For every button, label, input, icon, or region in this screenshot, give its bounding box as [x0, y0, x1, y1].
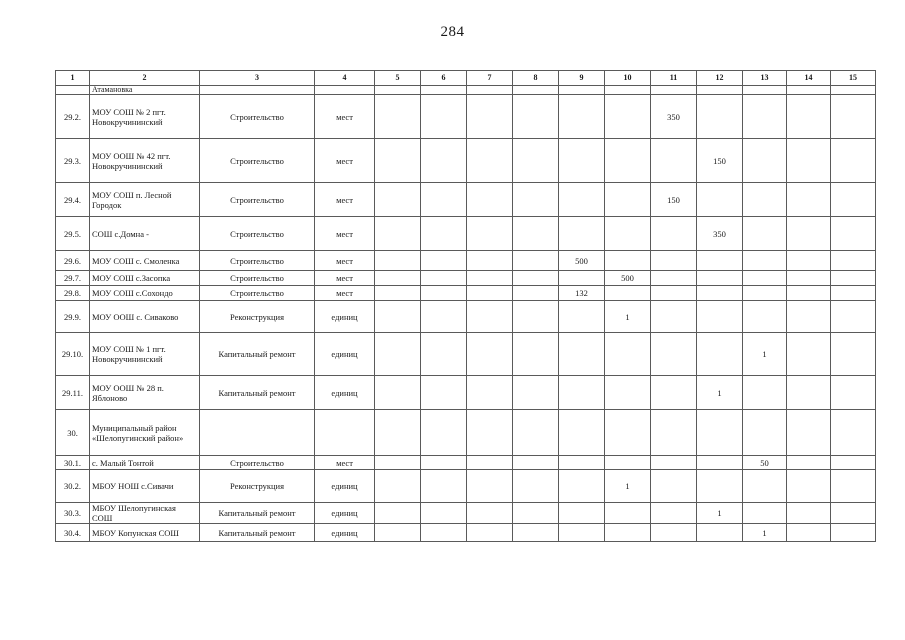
value-cell [467, 86, 513, 95]
value-cell [651, 376, 697, 410]
work-type: Строительство [200, 95, 315, 139]
object-name: СОШ с.Домна - [90, 217, 200, 251]
value-cell [467, 251, 513, 271]
value-cell [467, 410, 513, 456]
col-header: 7 [467, 71, 513, 86]
value-cell [831, 217, 876, 251]
value-cell [787, 251, 831, 271]
value-cell [467, 456, 513, 470]
object-name: Муниципальный район «Шелопугинский район» [90, 410, 200, 456]
header-row [56, 71, 876, 86]
value-cell [421, 286, 467, 301]
value-cell [831, 271, 876, 286]
value-cell [513, 333, 559, 376]
value-cell [375, 376, 421, 410]
col-header: 2 [90, 71, 200, 86]
value-cell [421, 217, 467, 251]
value-cell [787, 271, 831, 286]
value-cell: 132 [559, 286, 605, 301]
value-cell [421, 95, 467, 139]
value-cell [559, 456, 605, 470]
value-cell [513, 410, 559, 456]
value-cell [421, 183, 467, 217]
value-cell [697, 183, 743, 217]
work-type: Строительство [200, 286, 315, 301]
value-cell [559, 503, 605, 524]
row-number: 29.2. [56, 95, 90, 139]
unit: мест [315, 251, 375, 271]
value-cell [375, 301, 421, 333]
value-cell [787, 456, 831, 470]
value-cell [787, 301, 831, 333]
value-cell [421, 139, 467, 183]
page-number: 284 [440, 24, 465, 40]
value-cell [787, 95, 831, 139]
value-cell [605, 183, 651, 217]
value-cell [513, 95, 559, 139]
value-cell [513, 139, 559, 183]
value-cell: 350 [697, 217, 743, 251]
value-cell [513, 470, 559, 503]
value-cell [513, 251, 559, 271]
object-name: МБОУ Шелопугинская СОШ [90, 503, 200, 524]
col-header: 15 [831, 71, 876, 86]
value-cell [513, 183, 559, 217]
row-number: 29.4. [56, 183, 90, 217]
value-cell [831, 524, 876, 542]
value-cell [375, 286, 421, 301]
value-cell [787, 183, 831, 217]
value-cell: 350 [651, 95, 697, 139]
value-cell [697, 286, 743, 301]
value-cell [375, 183, 421, 217]
object-name: МОУ СОШ № 2 пгт. Новокручининский [90, 95, 200, 139]
work-type: Реконструкция [200, 301, 315, 333]
value-cell [605, 217, 651, 251]
value-cell [375, 410, 421, 456]
value-cell [467, 139, 513, 183]
value-cell [787, 86, 831, 95]
value-cell [651, 470, 697, 503]
value-cell [831, 286, 876, 301]
table-row [56, 333, 876, 376]
unit: мест [315, 95, 375, 139]
object-name: МОУ СОШ с.Засопка [90, 271, 200, 286]
work-type: Строительство [200, 251, 315, 271]
value-cell [787, 470, 831, 503]
value-cell [605, 456, 651, 470]
row-number: 29.5. [56, 217, 90, 251]
table-row [56, 251, 876, 271]
value-cell [743, 503, 787, 524]
value-cell [513, 456, 559, 470]
row-number: 29.3. [56, 139, 90, 183]
value-cell [831, 333, 876, 376]
table-row [56, 217, 876, 251]
value-cell [831, 251, 876, 271]
unit: мест [315, 456, 375, 470]
value-cell [697, 333, 743, 376]
value-cell [605, 95, 651, 139]
table-row [56, 95, 876, 139]
value-cell: 150 [697, 139, 743, 183]
col-header: 8 [513, 71, 559, 86]
program-table [55, 70, 876, 542]
value-cell [743, 95, 787, 139]
value-cell [467, 503, 513, 524]
value-cell [697, 86, 743, 95]
table-row [56, 271, 876, 286]
table-row [56, 524, 876, 542]
value-cell [421, 456, 467, 470]
col-header: 9 [559, 71, 605, 86]
table-row [56, 86, 876, 95]
col-header: 6 [421, 71, 467, 86]
value-cell [421, 376, 467, 410]
object-name: МОУ ООШ с. Сиваково [90, 301, 200, 333]
object-name: МОУ СОШ с. Смоленка [90, 251, 200, 271]
value-cell [651, 139, 697, 183]
work-type [200, 86, 315, 95]
value-cell [559, 183, 605, 217]
value-cell [467, 95, 513, 139]
value-cell [831, 183, 876, 217]
value-cell [605, 376, 651, 410]
row-number: 29.11. [56, 376, 90, 410]
row-number: 30.1. [56, 456, 90, 470]
value-cell [375, 139, 421, 183]
value-cell: 1 [605, 301, 651, 333]
value-cell [559, 333, 605, 376]
value-cell [787, 286, 831, 301]
unit: единиц [315, 376, 375, 410]
col-header: 4 [315, 71, 375, 86]
row-number: 30.4. [56, 524, 90, 542]
work-type: Капитальный ремонт [200, 376, 315, 410]
value-cell [467, 524, 513, 542]
value-cell [605, 251, 651, 271]
value-cell [513, 271, 559, 286]
value-cell [375, 470, 421, 503]
value-cell [743, 301, 787, 333]
value-cell: 1 [697, 376, 743, 410]
value-cell [787, 333, 831, 376]
value-cell [697, 410, 743, 456]
value-cell [697, 251, 743, 271]
value-cell [743, 376, 787, 410]
work-type: Капитальный ремонт [200, 503, 315, 524]
value-cell [559, 524, 605, 542]
value-cell [559, 376, 605, 410]
unit: мест [315, 271, 375, 286]
value-cell [421, 251, 467, 271]
value-cell: 150 [651, 183, 697, 217]
value-cell [559, 95, 605, 139]
object-name: МОУ ООШ № 42 пгт. Новокручининский [90, 139, 200, 183]
value-cell [831, 95, 876, 139]
value-cell [743, 217, 787, 251]
value-cell [421, 503, 467, 524]
object-name: Атамановка [90, 86, 200, 95]
table-row [56, 376, 876, 410]
value-cell [697, 524, 743, 542]
unit: единиц [315, 503, 375, 524]
value-cell: 50 [743, 456, 787, 470]
unit: мест [315, 183, 375, 217]
unit [315, 410, 375, 456]
col-header: 11 [651, 71, 697, 86]
col-header: 3 [200, 71, 315, 86]
col-header: 10 [605, 71, 651, 86]
value-cell [831, 503, 876, 524]
value-cell [467, 301, 513, 333]
value-cell [421, 470, 467, 503]
value-cell [375, 86, 421, 95]
row-number [56, 86, 90, 95]
col-header: 1 [56, 71, 90, 86]
value-cell [651, 251, 697, 271]
value-cell: 1 [605, 470, 651, 503]
value-cell [743, 410, 787, 456]
object-name: с. Малый Тонтой [90, 456, 200, 470]
work-type [200, 410, 315, 456]
value-cell [421, 86, 467, 95]
work-type: Строительство [200, 139, 315, 183]
value-cell [743, 286, 787, 301]
table-row [56, 410, 876, 456]
row-number: 29.9. [56, 301, 90, 333]
value-cell [605, 524, 651, 542]
value-cell [513, 503, 559, 524]
value-cell: 1 [743, 524, 787, 542]
value-cell [651, 86, 697, 95]
value-cell [743, 251, 787, 271]
object-name: МОУ СОШ с.Сохондо [90, 286, 200, 301]
value-cell [467, 376, 513, 410]
value-cell [421, 524, 467, 542]
value-cell [559, 271, 605, 286]
object-name: МБОУ НОШ с.Сивачи [90, 470, 200, 503]
col-header: 5 [375, 71, 421, 86]
value-cell [831, 410, 876, 456]
value-cell [651, 410, 697, 456]
value-cell [787, 139, 831, 183]
value-cell [787, 410, 831, 456]
value-cell [513, 301, 559, 333]
value-cell: 1 [697, 503, 743, 524]
value-cell [697, 271, 743, 286]
value-cell [697, 470, 743, 503]
work-type: Строительство [200, 271, 315, 286]
value-cell [651, 333, 697, 376]
work-type: Капитальный ремонт [200, 524, 315, 542]
value-cell [375, 524, 421, 542]
value-cell [697, 456, 743, 470]
value-cell [467, 333, 513, 376]
value-cell [605, 139, 651, 183]
work-type: Строительство [200, 217, 315, 251]
unit: единиц [315, 333, 375, 376]
value-cell [651, 271, 697, 286]
value-cell [743, 183, 787, 217]
value-cell [651, 301, 697, 333]
value-cell [831, 139, 876, 183]
value-cell [513, 86, 559, 95]
row-number: 29.7. [56, 271, 90, 286]
value-cell: 500 [559, 251, 605, 271]
value-cell [467, 183, 513, 217]
work-type: Капитальный ремонт [200, 333, 315, 376]
value-cell [375, 251, 421, 271]
value-cell [375, 217, 421, 251]
table-row [56, 301, 876, 333]
col-header: 12 [697, 71, 743, 86]
value-cell [375, 271, 421, 286]
work-type: Строительство [200, 183, 315, 217]
value-cell [421, 333, 467, 376]
row-number: 29.10. [56, 333, 90, 376]
value-cell [421, 271, 467, 286]
value-cell [467, 217, 513, 251]
value-cell [605, 333, 651, 376]
row-number: 29.8. [56, 286, 90, 301]
table-row [56, 456, 876, 470]
row-number: 30. [56, 410, 90, 456]
table-row [56, 183, 876, 217]
value-cell [831, 456, 876, 470]
value-cell [513, 217, 559, 251]
value-cell [787, 503, 831, 524]
value-cell [467, 470, 513, 503]
unit: мест [315, 286, 375, 301]
value-cell [513, 524, 559, 542]
value-cell [651, 286, 697, 301]
value-cell: 500 [605, 271, 651, 286]
work-type: Строительство [200, 456, 315, 470]
value-cell [605, 410, 651, 456]
unit: единиц [315, 524, 375, 542]
value-cell [743, 470, 787, 503]
value-cell [831, 376, 876, 410]
row-number: 29.6. [56, 251, 90, 271]
col-header: 14 [787, 71, 831, 86]
table-row [56, 286, 876, 301]
object-name: МОУ СОШ № 1 пгт. Новокручининский [90, 333, 200, 376]
value-cell [513, 376, 559, 410]
work-type: Реконструкция [200, 470, 315, 503]
value-cell [605, 286, 651, 301]
unit: мест [315, 217, 375, 251]
object-name: МОУ СОШ п. Лесной Городок [90, 183, 200, 217]
table-row [56, 503, 876, 524]
value-cell [651, 217, 697, 251]
value-cell [605, 86, 651, 95]
value-cell [743, 271, 787, 286]
value-cell [831, 86, 876, 95]
row-number: 30.3. [56, 503, 90, 524]
value-cell [787, 217, 831, 251]
unit: единиц [315, 301, 375, 333]
table-row [56, 139, 876, 183]
value-cell [467, 286, 513, 301]
value-cell [375, 503, 421, 524]
value-cell [559, 470, 605, 503]
row-number: 30.2. [56, 470, 90, 503]
value-cell: 1 [743, 333, 787, 376]
value-cell [559, 86, 605, 95]
value-cell [697, 95, 743, 139]
unit: единиц [315, 470, 375, 503]
value-cell [697, 301, 743, 333]
col-header: 13 [743, 71, 787, 86]
object-name: МБОУ Копунская СОШ [90, 524, 200, 542]
value-cell [605, 503, 651, 524]
value-cell [421, 410, 467, 456]
value-cell [787, 524, 831, 542]
value-cell [743, 86, 787, 95]
value-cell [743, 139, 787, 183]
table-row [56, 470, 876, 503]
value-cell [831, 301, 876, 333]
value-cell [375, 95, 421, 139]
value-cell [467, 271, 513, 286]
object-name: МОУ ООШ № 28 п. Яблоново [90, 376, 200, 410]
unit: мест [315, 139, 375, 183]
value-cell [559, 139, 605, 183]
value-cell [513, 286, 559, 301]
value-cell [421, 301, 467, 333]
value-cell [559, 217, 605, 251]
unit [315, 86, 375, 95]
value-cell [787, 376, 831, 410]
value-cell [559, 410, 605, 456]
value-cell [559, 301, 605, 333]
value-cell [831, 470, 876, 503]
value-cell [651, 524, 697, 542]
value-cell [651, 456, 697, 470]
value-cell [375, 456, 421, 470]
value-cell [651, 503, 697, 524]
value-cell [375, 333, 421, 376]
